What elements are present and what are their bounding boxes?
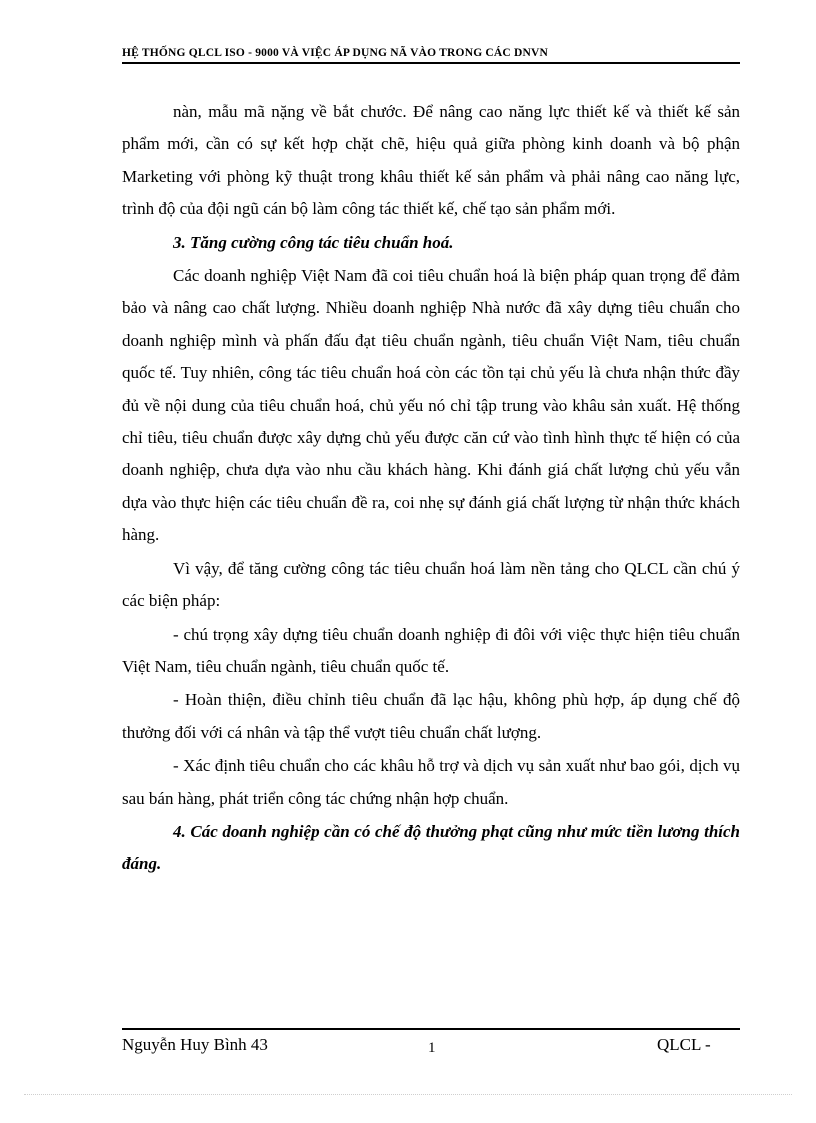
- footer-course-label: QLCL -: [657, 1035, 711, 1054]
- bullet-enterprise-standards: - chú trọng xây dựng tiêu chuẩn doanh nghiệp đi đôi với việc thực hiện tiêu chuẩn Việt Nam, tiêu chuẩn ngành, tiêu chuẩn quốc tế.: [122, 624, 740, 676]
- bullet-support-standards: - Xác định tiêu chuẩn cho các khâu hỗ trợ và dịch vụ sản xuất như bao gói, dịch vụ sau bán hàng, phát triển công tác chứng nhận hợp chuẩn.: [122, 756, 740, 808]
- page-header-title: HỆ THỐNG QLCL ISO - 9000 VÀ VIỆC ÁP DỤNG NÃ VÀO TRONG CÁC DNVN: [122, 47, 740, 64]
- paragraph-design-capacity: nàn, mẫu mã nặng về bắt chước. Để nâng cao năng lực thiết kế và thiết kế sản phẩm mới, cần có sự kết hợp chặt chẽ, hiệu quả giữa phòng kinh doanh và bộ phận Marketing với phòng kỹ thuật trong khâu thiết kế sản phẩm và phải nâng cao năng lực, trình độ của đội ngũ cán bộ làm công tác thiết kế, chế tạo sản phẩm mới.: [122, 102, 740, 219]
- footer-author: Nguyễn Huy Bình 43: [122, 1035, 268, 1054]
- heading-section-4: 4. Các doanh nghiệp cần có chế độ thưởng phạt cũng như mức tiền lương thích đáng.: [122, 821, 740, 874]
- footer-page-number: 1: [428, 1040, 436, 1056]
- page-bottom-dotted-border: [24, 1094, 792, 1095]
- heading-section-3: 3. Tăng cường công tác tiêu chuẩn hoá.: [173, 232, 454, 252]
- document-body: [122, 96, 740, 881]
- footer-divider: [122, 1028, 740, 1030]
- bullet-revise-standards: - Hoàn thiện, điều chỉnh tiêu chuẩn đã lạc hậu, không phù hợp, áp dụng chế độ thưởng đối với cá nhân và tập thể vượt tiêu chuẩn chất lượng.: [122, 690, 740, 742]
- paragraph-standardization: Các doanh nghiệp Việt Nam đã coi tiêu chuẩn hoá là biện pháp quan trọng để đảm bảo và nâng cao chất lượng. Nhiều doanh nghiệp Nhà nước đã xây dựng tiêu chuẩn cho doanh nghiệp mình và phấn đấu đạt tiêu chuẩn ngành, tiêu chuẩn Việt Nam, tiêu chuẩn quốc tế. Tuy nhiên, công tác tiêu chuẩn hoá còn các tồn tại chủ yếu là chưa nhận thức đầy đủ về nội dung của tiêu chuẩn hoá, chủ yếu nó chỉ tập trung vào khâu sản xuất. Hệ thống chỉ tiêu, tiêu chuẩn được xây dựng chủ yếu được căn cứ vào tình hình thực tế hiện có của doanh nghiệp, chưa dựa vào nhu cầu khách hàng. Khi đánh giá chất lượng chủ yếu vẫn dựa vào thực hiện các tiêu chuẩn đề ra, coi nhẹ sự đánh giá chất lượng từ nhận thức khách hàng.: [122, 266, 740, 545]
- paragraph-measures-intro: Vì vậy, để tăng cường công tác tiêu chuẩn hoá làm nền tảng cho QLCL cần chú ý các biện pháp:: [122, 558, 740, 611]
